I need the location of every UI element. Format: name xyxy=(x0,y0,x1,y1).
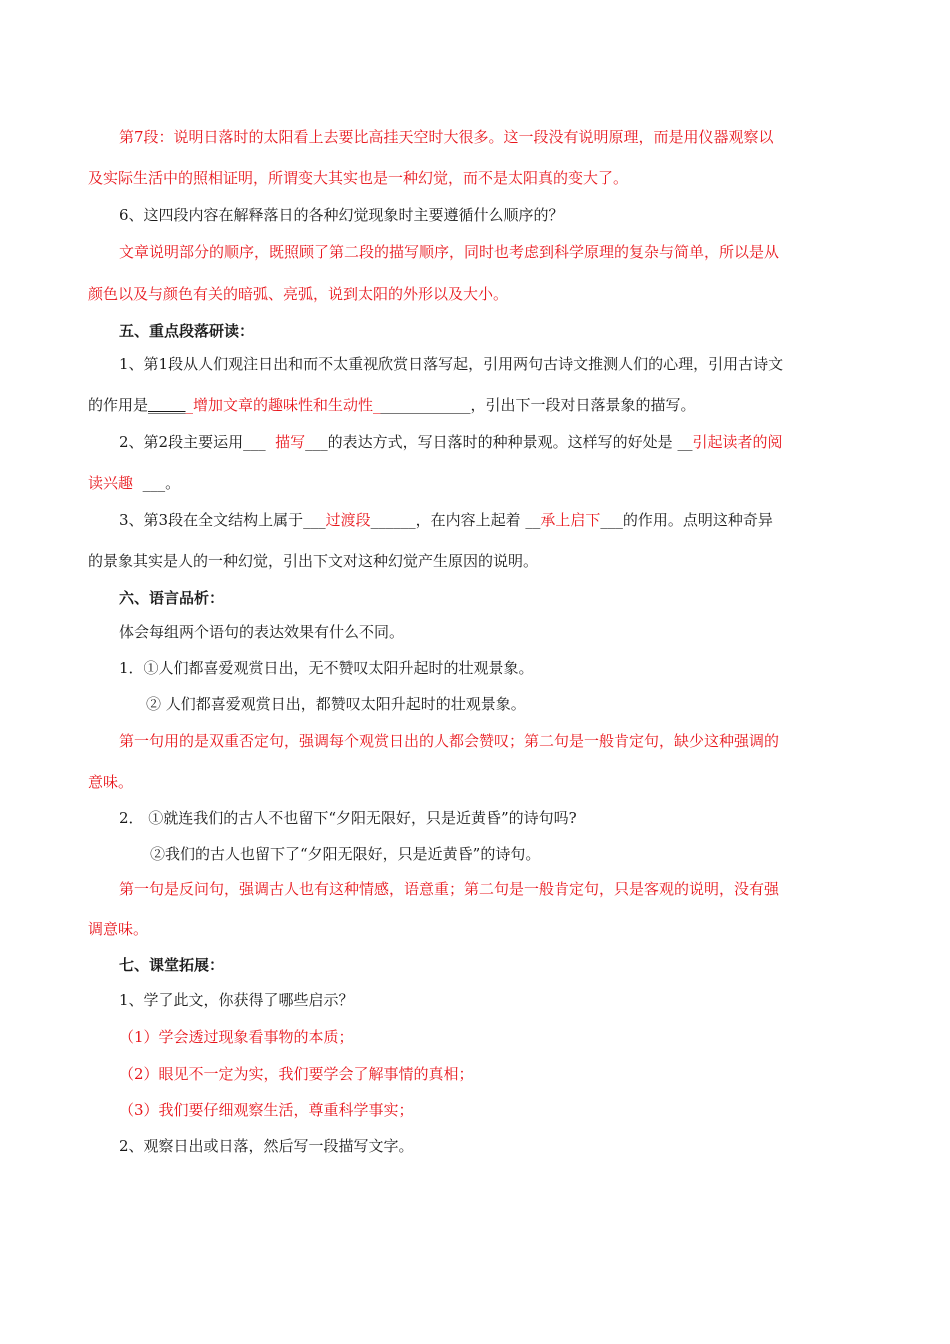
section-5-q1-line-2 xyxy=(88,395,868,415)
section-7-question-2: 2、观察日出或日落，然后写一段描写文字。 xyxy=(119,1137,414,1155)
q3-blank-b: ______ xyxy=(370,511,416,529)
section-7-answer-3: （3）我们要仔细观察生活，尊重科学事实； xyxy=(119,1101,414,1119)
q2-middle: 的表达方式，写日落时的种种景观。这样写的好处是 xyxy=(327,433,673,451)
q2-blank-d: ___ xyxy=(142,474,166,492)
q3-answer-b: 承上启下 xyxy=(540,511,601,529)
group-2-sentence-1: 2． ①就连我们的古人不也留下“夕阳无限好，只是近黄昏”的诗句吗? xyxy=(119,809,577,827)
section-5-q2-line-1 xyxy=(119,432,899,452)
section-6-intro: 体会每组两个语句的表达效果有什么不同。 xyxy=(119,623,405,641)
q2-blank-b: ___ xyxy=(305,433,328,451)
q2-prefix: 2、第2段主要运用 xyxy=(119,433,244,451)
q1-answer: _增加文章的趣味性和生动性_ xyxy=(185,396,381,414)
q1-suffix: ，引出下一段对日落景象的描写。 xyxy=(470,396,696,414)
q3-suffix: 的作用。点明这种奇异 xyxy=(622,511,773,529)
section-5-q3-line-2: 的景象其实是人的一种幻觉，引出下文对这种幻觉产生原因的说明。 xyxy=(88,552,539,570)
group-2-answer-line-2: 调意味。 xyxy=(88,920,149,938)
q2-answer-b-part-1: 引起读者的阅 xyxy=(692,433,783,451)
group-2-answer-line-1: 第一句是反问句，强调古人也有这种情感，语意重；第二句是一般肯定句，只是客观的说明，没有强 xyxy=(119,880,780,898)
q3-blank-c: __ xyxy=(525,511,541,529)
section-5-q1-line-1: 1、第1段从人们观注日出和而不太重视欣赏日落写起，引用两句古诗文推测人们的心理，引用古诗文 xyxy=(119,355,784,373)
section-7-answer-2: （2）眼见不一定为实，我们要学会了解事情的真相； xyxy=(119,1065,474,1083)
question-6-answer-line-1: 文章说明部分的顺序，既照顾了第二段的描写顺序，同时也考虑到科学原理的复杂与简单，所以是从 xyxy=(119,243,780,261)
paragraph-7-note-line-1: 第7段：说明日落时的太阳看上去要比高挂天空时大很多。这一段没有说明原理，而是用仪器观察以 xyxy=(119,128,774,146)
question-6: 6、这四段内容在解释落日的各种幻觉现象时主要遵循什么顺序的？ xyxy=(119,206,564,224)
group-1-answer-line-1: 第一句用的是双重否定句，强调每个观赏日出的人都会赞叹；第二句是一般肯定句，缺少这种强调的 xyxy=(119,732,780,750)
group-2-sentence-2: ②我们的古人也留下了“夕阳无限好，只是近黄昏”的诗句。 xyxy=(150,845,541,863)
group-1-sentence-1: 1．①人们都喜爱观赏日出，无不赞叹太阳升起时的壮观景象。 xyxy=(119,659,534,677)
q1-prefix: 的作用是 xyxy=(88,396,149,414)
question-6-answer-line-2: 颜色以及与颜色有关的暗弧、亮弧，说到太阳的外形以及大小。 xyxy=(88,285,509,303)
q2-blank-c: __ xyxy=(677,433,693,451)
section-5-heading: 五、重点段落研读： xyxy=(119,322,255,340)
section-5-q2-line-2 xyxy=(88,473,868,493)
q3-blank-d: ___ xyxy=(600,511,623,529)
q3-answer-a: 过渡段 xyxy=(325,511,371,529)
section-5-q3-line-1 xyxy=(119,510,899,530)
q2-answer-a: 描写 xyxy=(275,433,306,451)
section-7-heading: 七、课堂拓展： xyxy=(119,956,225,974)
q3-middle: ，在内容上起着 xyxy=(415,511,521,529)
paragraph-7-note-line-2: 及实际生活中的照相证明，所谓变大其实也是一种幻觉，而不是太阳真的变大了。 xyxy=(88,169,629,187)
q2-answer-b-part-2: 读兴趣 xyxy=(88,474,134,492)
q2-blank-a: ___ xyxy=(243,433,266,451)
q2-suffix: 。 xyxy=(165,474,181,492)
group-1-answer-line-2: 意味。 xyxy=(88,773,134,791)
section-6-heading: 六、语言品析： xyxy=(119,589,225,607)
q3-blank-a: ___ xyxy=(303,511,326,529)
q1-blank-a: _____ xyxy=(148,396,186,414)
q1-blank-b: ____________ xyxy=(380,396,471,414)
q3-prefix: 3、第3段在全文结构上属于 xyxy=(119,511,304,529)
section-7-question-1: 1、学了此文，你获得了哪些启示？ xyxy=(119,991,354,1009)
section-7-answer-1: （1）学会透过现象看事物的本质； xyxy=(119,1028,354,1046)
group-1-sentence-2: ② 人们都喜爱观赏日出，都赞叹太阳升起时的壮观景象。 xyxy=(146,695,526,713)
